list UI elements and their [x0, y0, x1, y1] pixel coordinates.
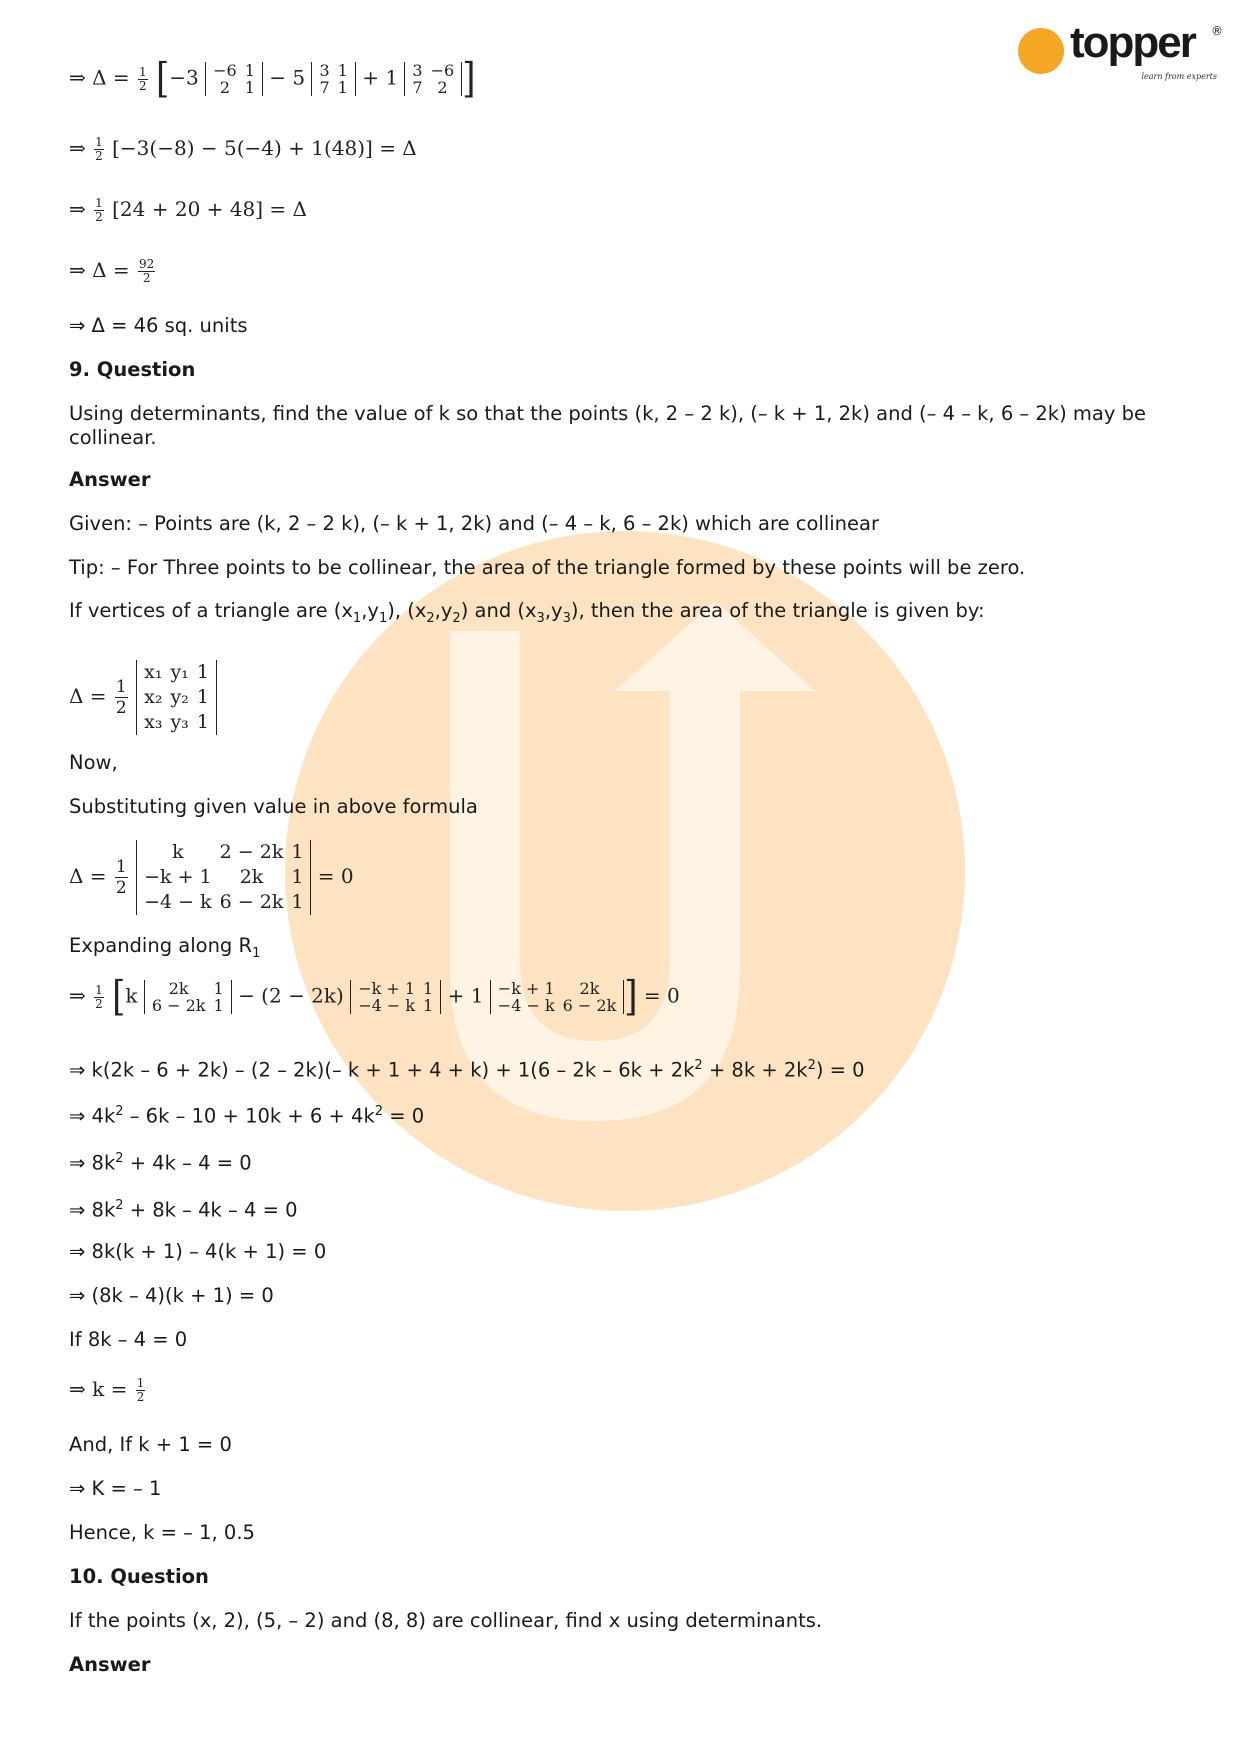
step-2: ⇒ $4k^2 - 6k - 10 + 10k + 6 + 4k^2 = 0$: [69, 1104, 425, 1128]
question-9-heading: 9. Question: [69, 358, 196, 381]
det-substituted: k 2 − 2k 1 −k + 1 2k 1 −4 − k 6 − 2k 1: [136, 840, 311, 915]
coef: + 1: [362, 65, 399, 90]
registered-mark: ®: [1211, 24, 1223, 38]
step-5: ⇒ 8k(k + 1) – 4(k + 1) = 0: [69, 1240, 327, 1263]
eq-line-3: ⇒ $\frac{1}{2}$ [24 + 20 + 48] = Δ: [69, 196, 307, 224]
given-text: Given: – Points are (k, 2 – 2 k), (– k + 1, 2k) and (– 4 – k, 6 – 2k) which are collinear: [69, 512, 880, 535]
fraction-half: $\frac{1}{2}$: [136, 1376, 145, 1404]
fraction-half: $\frac{1}{2}$: [95, 135, 103, 163]
now-text: Now,: [69, 751, 118, 774]
area-formula: Δ = $\frac{1}{2}$ x₁ y₁ 1 x₂ y₂ 1 x₃ y₃ 1: [69, 660, 217, 735]
question-9-text: Using determinants, find the value of k so that the points (k, 2 – 2 k), (– k + 1, 2k) and (– 4 – k, 6 – 2k) may be collinear.: [69, 402, 1146, 449]
coef: −3: [169, 65, 199, 90]
fraction-half: $\frac{1}{2}$: [139, 64, 147, 93]
substituting-text: Substituting given value in above formula: [69, 795, 478, 818]
expansion-eq: ⇒ $\frac{1}{2}$ [k 2k 1 6 − 2k 1 − (2 − 2k) −k + 1 1 −4 − k 1 + 1 −k + 1 2k −4 − k 6 − 2k ] = 0: [69, 973, 680, 1021]
step-10: ⇒ K = – 1: [69, 1477, 162, 1500]
det-m3: −k + 1 2k −4 − k 6 − 2k: [490, 980, 625, 1014]
step-7: If 8k – 4 = 0: [69, 1328, 188, 1351]
det-m2: −k + 1 1 −4 − k 1: [350, 980, 441, 1014]
eq-prefix: ⇒ Δ =: [69, 65, 137, 90]
logo-u-icon: [1018, 28, 1064, 74]
fraction-half: $\frac{1}{2}$: [95, 196, 103, 224]
substituted-formula: Δ = $\frac{1}{2}$ k 2 − 2k 1 −k + 1 2k 1 −4 − k 6 − 2k 1 = 0: [69, 841, 354, 913]
question-10-text: If the points (x, 2), (5, – 2) and (8, 8) are collinear, find x using determinants.: [69, 1609, 823, 1632]
coef: − 5: [269, 65, 306, 90]
final-answer-9: Hence, k = – 1, 0.5: [69, 1521, 255, 1544]
question-10-heading: 10. Question: [69, 1565, 209, 1588]
logo-tagline: learn from experts: [1141, 72, 1217, 81]
logo-wordmark: topper: [1070, 18, 1195, 67]
det-1: −6 1 2 1: [205, 62, 263, 96]
det-m1: 2k 1 6 − 2k 1: [144, 980, 232, 1014]
step-1: ⇒ k(2k – 6 + 2k) – (2 – 2k)(– $k + 1 + 4 + k) + 1(6 - 2k - 6k + 2k^2 + 8k + 2k^2) = 0$: [69, 1058, 865, 1082]
result-46: ⇒ Δ = 46 sq. units: [69, 314, 248, 337]
vertices-text: If vertices of a triangle are $(x_1,y_1)$, $(x_2,y_2)$ and $(x_3,y_3)$, then the area of the triangle is given by:: [69, 599, 985, 626]
step-3: ⇒ $8k^2 + 4k - 4 = 0$: [69, 1151, 252, 1175]
det-2: 3 1 7 1: [311, 62, 355, 96]
eq-delta-expansion: ⇒ Δ = $\frac{1}{2}$ [−3 −6 1 2 1 − 5 3 1 7 1 + 1 3 −6 7 2 ]: [69, 55, 476, 103]
fraction-half: $\frac{1}{2}$: [115, 857, 127, 898]
topper-logo: [1018, 18, 1223, 84]
answer-heading: Answer: [69, 468, 151, 491]
step-8: ⇒ k = $\frac{1}{2}$: [69, 1376, 145, 1404]
tip-text: Tip: – For Three points to be collinear, the area of the triangle formed by these points will be zero.: [69, 556, 1026, 579]
step-4: ⇒ $8k^2 + 8k - 4k - 4 = 0$: [69, 1198, 298, 1222]
answer-10-heading: Answer: [69, 1653, 151, 1676]
eq-line-2: ⇒ $\frac{1}{2}$ [−3(−8) − 5(−4) + 1(48)] = Δ: [69, 135, 417, 163]
det-3: 3 −6 7 2: [404, 62, 462, 96]
step-6: ⇒ (8k – 4)(k + 1) = 0: [69, 1284, 274, 1307]
step-9: And, If k + 1 = 0: [69, 1433, 232, 1456]
expanding-text: Expanding along $R_1$: [69, 934, 261, 961]
fraction-92-2: $\frac{92}{2}$: [139, 257, 155, 285]
fraction-half: $\frac{1}{2}$: [115, 677, 127, 718]
det-general: x₁ y₁ 1 x₂ y₂ 1 x₃ y₃ 1: [136, 660, 217, 735]
fraction-half: $\frac{1}{2}$: [95, 982, 103, 1011]
eq-line-4: ⇒ Δ = $\frac{92}{2}$: [69, 257, 155, 285]
